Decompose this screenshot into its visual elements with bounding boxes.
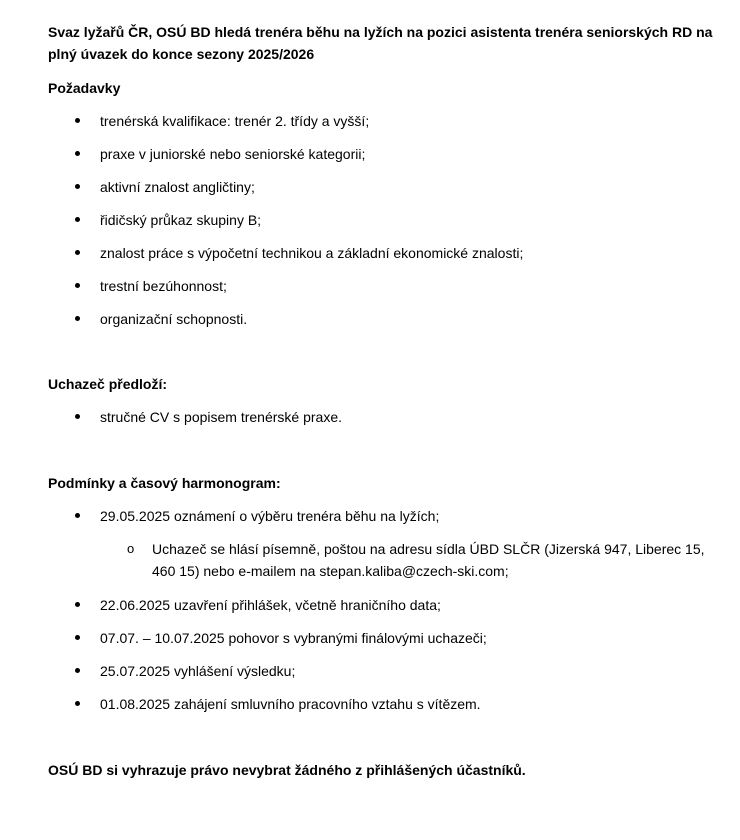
- bullet-icon: [75, 602, 80, 607]
- bullet-icon: [75, 184, 80, 189]
- list-item: [0, 242, 740, 264]
- hollow-bullet-icon: o: [127, 541, 135, 556]
- list-item: [0, 275, 740, 297]
- bullet-icon: [75, 701, 80, 706]
- sub-list-item-text: Uchazeč se hlásí písemně, poštou na adresu sídla ÚBD SLČR (Jizerská 947, Liberec 15, 460 15) nebo e-mailem na stepan.kaliba@czech-ski.com;: [152, 541, 705, 579]
- bullet-icon: [75, 668, 80, 673]
- list-item: [0, 176, 740, 198]
- list-item-text: 29.05.2025 oznámení o výběru trenéra běhu na lyžích;: [100, 508, 440, 524]
- list-item-text: trenérská kvalifikace: trenér 2. třídy a vyšší;: [100, 113, 370, 129]
- list-item-text: řidičský průkaz skupiny B;: [100, 212, 262, 228]
- conditions-heading: Podmínky a časový harmonogram:: [48, 475, 281, 491]
- bullet-icon: [75, 151, 80, 156]
- bullet-icon: [75, 513, 80, 518]
- list-item-text: aktivní znalost angličtiny;: [100, 179, 255, 195]
- list-item: [0, 143, 740, 165]
- list-item-text: organizační schopnosti.: [100, 311, 248, 327]
- list-item-text: 25.07.2025 vyhlášení výsledku;: [100, 663, 296, 679]
- list-item: [0, 594, 740, 616]
- footer-note: OSÚ BD si vyhrazuje právo nevybrat žádného z přihlášených účastníků.: [48, 762, 526, 778]
- bullet-icon: [75, 283, 80, 288]
- list-item: [0, 505, 740, 527]
- list-item: [0, 627, 740, 649]
- list-item-text: 22.06.2025 uzavření přihlášek, včetně hraničního data;: [100, 597, 441, 613]
- list-item-text: stručné CV s popisem trenérské praxe.: [100, 409, 342, 425]
- bullet-icon: [75, 118, 80, 123]
- list-item-text: trestní bezúhonnost;: [100, 278, 227, 294]
- list-item-text: znalost práce s výpočetní technikou a základní ekonomické znalosti;: [100, 245, 524, 261]
- list-item: [0, 660, 740, 682]
- list-item: [0, 209, 740, 231]
- submit-heading: Uchazeč předloží:: [48, 376, 168, 392]
- bullet-icon: [75, 316, 80, 321]
- list-item: [0, 308, 740, 330]
- list-item: [0, 693, 740, 715]
- list-item: [0, 406, 740, 428]
- list-item-text: praxe v juniorské nebo seniorské kategorii;: [100, 146, 366, 162]
- bullet-icon: [75, 635, 80, 640]
- document-title: Svaz lyžařů ČR, OSÚ BD hledá trenéra běhu na lyžích na pozici asistenta trenéra seniorských RD na plný úvazek do konce sezony 2025/2026: [48, 24, 713, 62]
- bullet-icon: [75, 217, 80, 222]
- list-item-text: 01.08.2025 zahájení smluvního pracovního vztahu s vítězem.: [100, 696, 481, 712]
- bullet-icon: [75, 414, 80, 419]
- list-item-text: 07.07. – 10.07.2025 pohovor s vybranými finálovými uchazeči;: [100, 630, 487, 646]
- bullet-icon: [75, 250, 80, 255]
- list-item: [0, 110, 740, 132]
- requirements-heading: Požadavky: [48, 80, 121, 96]
